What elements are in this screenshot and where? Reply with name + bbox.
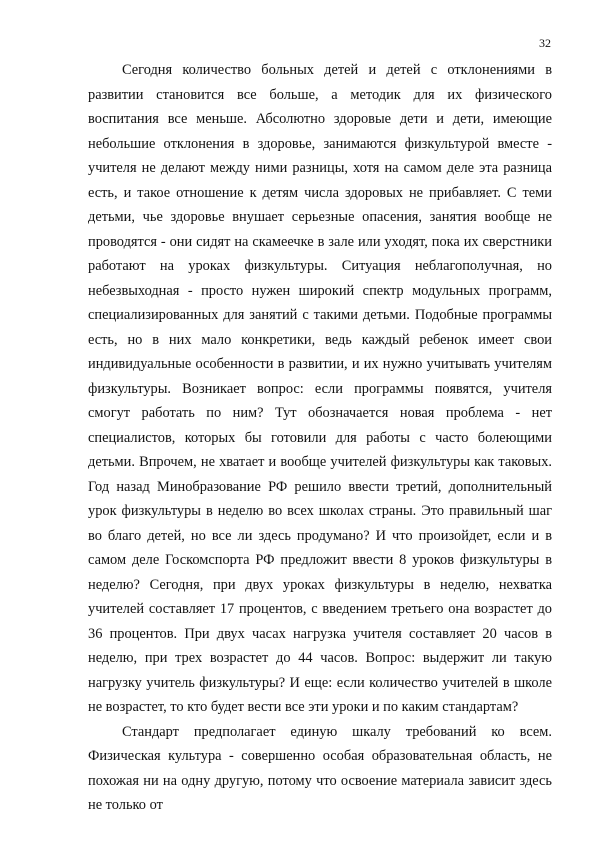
document-body [88, 58, 552, 818]
paragraph: Стандарт предполагает единую шкалу требований ко всем. Физическая культура - совершенно особая образовательная область, не похожая ни на одну другую, потому что освоение материала зависит здесь не только от [88, 723, 552, 813]
paragraph: Сегодня количество больных детей и детей с отклонениями в развитии становится все больше, а методик для их физического воспитания все меньше. Абсолютно здоровые дети и дети, имеющие небольшие отклонения в здоровье, занимаются физкультурой вместе - учителя не делают между ними разницы, хотя на самом деле эта разница есть, и такое отношение к детям числа здоровых не прибавляет. С теми детьми, чье здоровье внушает серьезные опасения, занятия вообще не проводятся - они сидят на скамеечке в зале или уходят, пока их сверстники работают на уроках физкультуры. Ситуация неблагополучная, но небезвыходная - просто нужен широкий спектр модульных программ, специализированных для занятий с такими детьми. Подобные программы есть, но в них мало конкретики, ведь каждый ребенок имеет свои индивидуальные особенности в развитии, и их нужно учитывать учителям физкультуры. Возникает вопрос: если программы появятся, учителя смогут работать по ним? Тут обозначается новая проблема - нет специалистов, которых бы готовили для работы с часто болеющими детьми. Впрочем, не хватает и вообще учителей физкультуры как таковых. Год назад Минобразование РФ решило ввести третий, дополнительный урок физкультуры в неделю во всех школах страны. Это правильный шаг во благо детей, но все ли здесь продумано? И что произойдет, если и в самом деле Госкомспорта РФ предложит ввести 8 уроков физкультуры в неделю? Сегодня, при двух уроках физкультуры в неделю, нехватка учителей составляет 17 процентов, с введением третьего она возрастет до 36 процентов. При двух часах нагрузка учителя составляет 20 часов в неделю, при трех возрастет до 44 часов. Вопрос: выдержит ли такую нагрузку учитель физкультуры? И еще: если количество учителей в школе не возрастет, то кто будет вести все эти уроки и по каким стандартам? [88, 62, 552, 715]
page-number: 32 [539, 36, 551, 50]
